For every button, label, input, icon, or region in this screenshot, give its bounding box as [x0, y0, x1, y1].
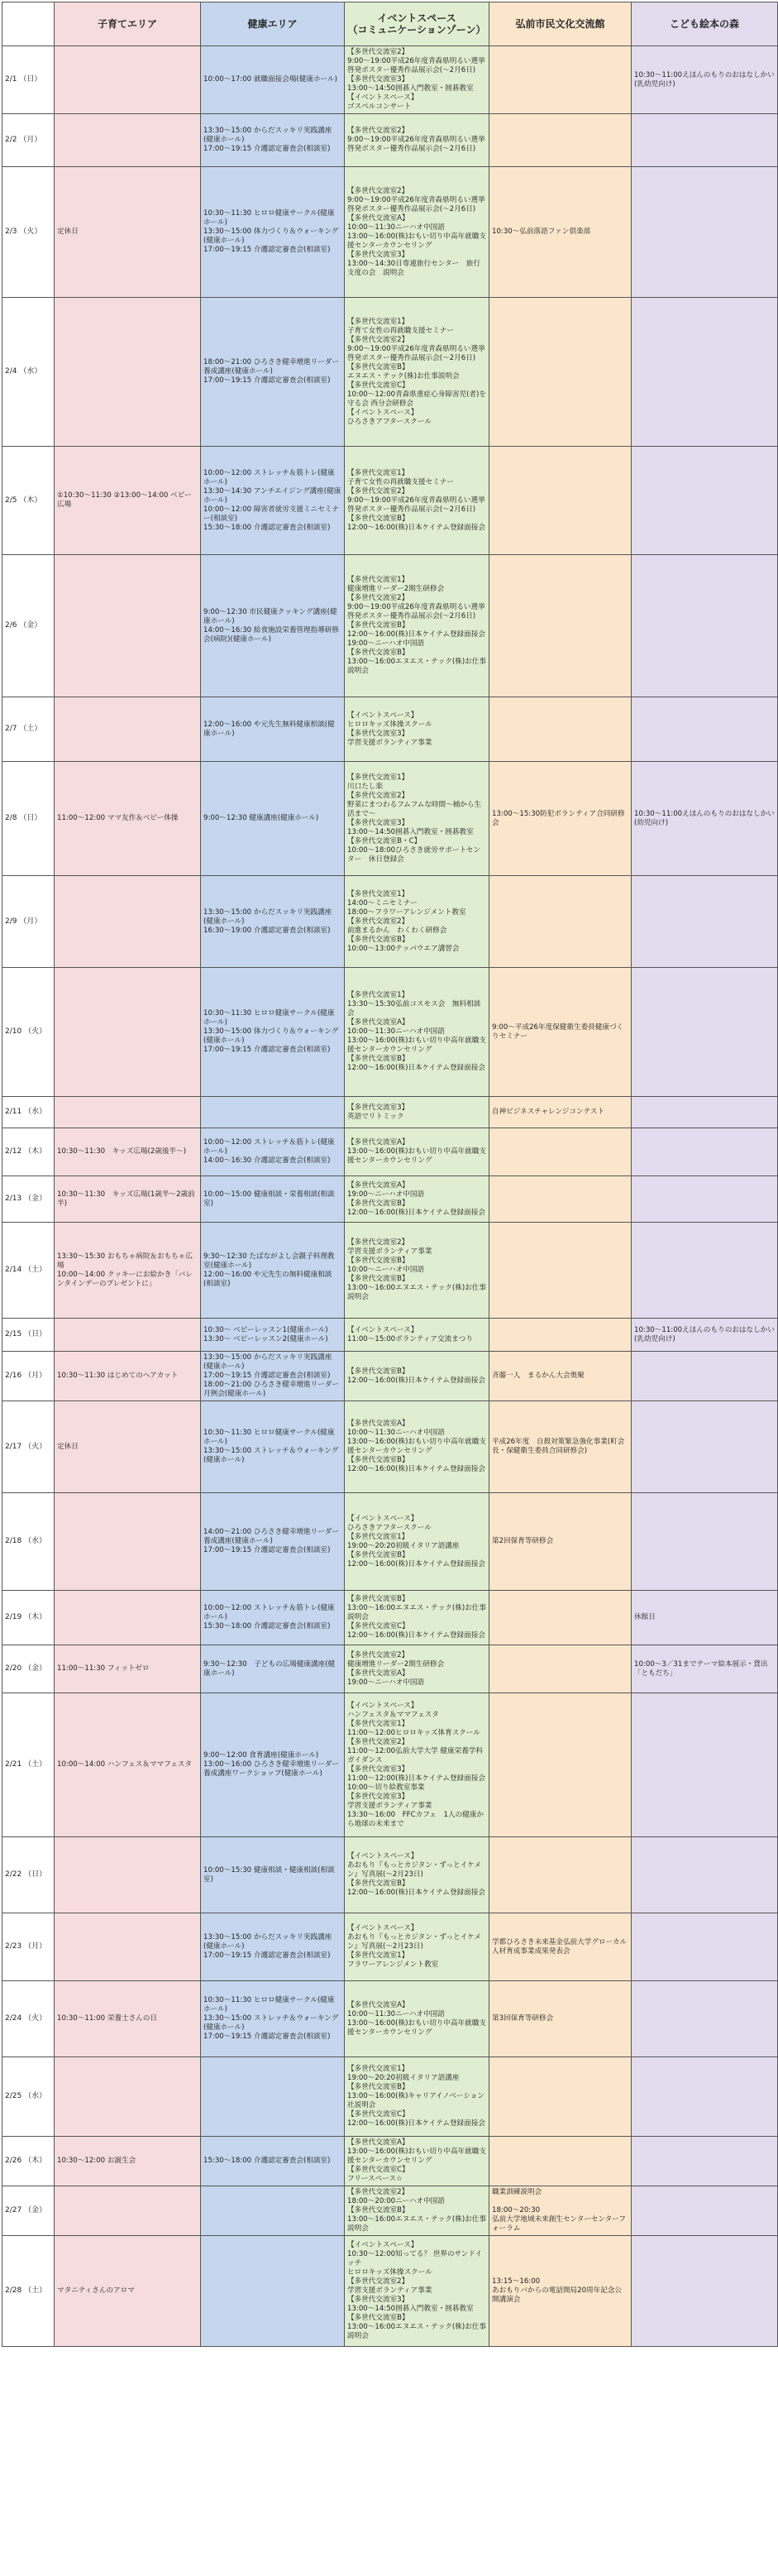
picture-book-cell: 10:00～3／31までテーマ絵本展示・貸出「ともだち」 [632, 1645, 778, 1693]
schedule-row [2, 555, 778, 697]
citizen-hall-cell [489, 1645, 632, 1693]
kenko-cell [201, 2057, 345, 2137]
schedule-row [2, 1981, 778, 2057]
date-cell: 2/23 （月） [2, 1913, 55, 1981]
kosodate-cell: 10:30～11:30 キッズ広場(2歳後半～) [55, 1128, 201, 1176]
date-cell: 2/9 （月） [2, 876, 55, 968]
header-event-space: イベントスペース （コミュニケーションゾーン） [345, 2, 489, 46]
citizen-hall-cell: 9:00～平成26年度保健衛生委員健康づくりセミナー [489, 968, 632, 1097]
kenko-cell: 10:30～11:30 ヒロロ健康サークル(健康ホール) 13:30～15:00 ストレッチ＆ウォーキング(健康ホール) [201, 1401, 345, 1493]
citizen-hall-cell [489, 1319, 632, 1352]
kenko-cell: 9:30～12:30 たばながよし会親子料理教室(健康ホール) 12:00～16:00 や元先生の無料健康相談(相談室) [201, 1223, 345, 1319]
picture-book-cell [632, 298, 778, 447]
event-space-cell: 【多世代交流室2】 9:00～19:00平成26年度青森県明るい選挙啓発ポスター優秀作品展示会(～2月6日) 【多世代交流室3】 13:00～14:50囲碁入門教室・囲碁教室 【イベントスペース】 ゴスペルコンサート [345, 46, 489, 114]
kosodate-cell: 13:30～15:30 おもちゃ病院＆おもちゃ広場 10:00～14:00 クッキーにお絵かき「バレンタインデーのプレゼントに」 [55, 1223, 201, 1319]
kenko-cell: 10:00～12:00 ストレッチ＆筋トレ(健康ホール) 14:00～16:30 介護認定審査会(相談室) [201, 1128, 345, 1176]
picture-book-cell: 10:30～11:00えほんのもりのおはなしかい(乳幼児向け) [632, 46, 778, 114]
kosodate-cell: 定休日 [55, 167, 201, 298]
kenko-cell: 9:00～12:30 市民健康クッキング講座(健康ホール) 14:00～16:30 給食施設栄養管理指導研修会(病院)(健康ホール) [201, 555, 345, 697]
kenko-cell: 12:00～16:00 や元先生無料健康相談(健康ホール) [201, 697, 345, 762]
picture-book-cell [632, 1223, 778, 1319]
citizen-hall-cell [489, 46, 632, 114]
header-picture-book-forest: こども絵本の森 [632, 2, 778, 46]
schedule-row [2, 1352, 778, 1401]
kosodate-cell [55, 1097, 201, 1128]
date-cell: 2/21 （土） [2, 1693, 55, 1837]
citizen-hall-cell [489, 555, 632, 697]
schedule-row [2, 2236, 778, 2347]
schedule-row [2, 114, 778, 167]
event-space-cell: 【多世代交流室A】 19:00～ニーハオ中国語 【多世代交流室B】 12:00～16:00(株)日本ケイテム登録面接会 [345, 1176, 489, 1223]
event-space-cell: 【多世代交流室A】 13:00～16:00(株)おもい切り中高年就職支援センターカウンセリング 【多世代交流室C】 フリースペース☆ [345, 2137, 489, 2186]
kenko-cell: 10:00～15:30 健康相談・健康相談(相談室) [201, 1837, 345, 1913]
date-cell: 2/14 （土） [2, 1223, 55, 1319]
citizen-hall-cell [489, 447, 632, 555]
schedule-row [2, 1128, 778, 1176]
picture-book-cell [632, 447, 778, 555]
event-space-cell: 【多世代交流室1】 子育て女性の再就職支援セミナー 【多世代交流室2】 9:00～19:00平成26年度青森県明るい選挙啓発ポスター優秀作品展示会(～2月6日) 【多世代交流室B】 12:00～16:00(株)日本ケイテム登録面接会 [345, 447, 489, 555]
citizen-hall-cell: 職業訓練説明会 18:00～20:30 弘前大学地域未来創生センターセンターフォーラム [489, 2186, 632, 2236]
date-cell: 2/3 （火） [2, 167, 55, 298]
date-cell: 2/27 （金） [2, 2186, 55, 2236]
citizen-hall-cell [489, 1223, 632, 1319]
citizen-hall-cell [489, 2057, 632, 2137]
kosodate-cell [55, 968, 201, 1097]
date-cell: 2/5 （木） [2, 447, 55, 555]
kenko-cell: 9:00～12:30 健康講座(健康ホール) [201, 762, 345, 876]
schedule-row [2, 2186, 778, 2236]
kenko-cell [201, 2236, 345, 2347]
kenko-cell: 13:30～15:00 からだスッキリ実践講座(健康ホール) 16:30～19:00 介護認定審査会(相談室) [201, 876, 345, 968]
schedule-row [2, 2137, 778, 2186]
kosodate-cell [55, 555, 201, 697]
kosodate-cell [55, 1319, 201, 1352]
picture-book-cell [632, 1493, 778, 1591]
schedule-row [2, 1493, 778, 1591]
date-cell: 2/1 （日） [2, 46, 55, 114]
schedule-row [2, 1913, 778, 1981]
citizen-hall-cell: 第2回保育等研修会 [489, 1493, 632, 1591]
event-space-cell: 【イベントスペース】 あおもり『もっとカジタン・ずっとイケメン』写真展(～2月23日) 【多世代交流室B】 12:00～16:00(株)日本ケイテム登録面接会 [345, 1837, 489, 1913]
kosodate-cell: 10:30～12:00 お誕生会 [55, 2137, 201, 2186]
kenko-cell: 10:30～11:30 ヒロロ健康サークル(健康ホール) 13:30～15:00 ストレッチ＆ウォーキング(健康ホール) 17:00～19:15 介護認定審査会(相談室) [201, 1981, 345, 2057]
kosodate-cell [55, 876, 201, 968]
kenko-cell: 9:30～12:30 子どもの広場健康講座(健康ホール) [201, 1645, 345, 1693]
schedule-row [2, 447, 778, 555]
kenko-cell: 10:30～11:30 ヒロロ健康サークル(健康ホール) 13:30～15:00 体力づくり＆ウォーキング(健康ホール) 17:00～19:15 介護認定審査会(相談室) [201, 167, 345, 298]
event-space-cell: 【イベントスペース】 11:00～15:00ボランティア交流まつり [345, 1319, 489, 1352]
kosodate-cell [55, 114, 201, 167]
citizen-hall-cell [489, 1128, 632, 1176]
date-cell: 2/24 （火） [2, 1981, 55, 2057]
event-space-cell: 【多世代交流室1】 川口たし楽 【多世代交流室2】 野菜にまつわるフムフムな時間～桶から生活まで～ 【多世代交流室3】 13:00～14:50囲碁入門教室・囲碁教室 【多世代交流室B・C】 10:00～18:00ひろさき就労サポートセンター 休日登録会 [345, 762, 489, 876]
event-space-cell: 【イベントスペース】 10:30～12:00知ってる？ 世界のサンドイッチ ヒロロキッズ体操スクール 【多世代交流室2】 学習支援ボランティア事業 【多世代交流室3】 13:00～14:50囲碁入門教室・囲碁教室 【多世代交流室B】 13:00～16:00エヌエス・テック(株)お仕事説明会 [345, 2236, 489, 2347]
picture-book-cell [632, 2236, 778, 2347]
event-space-cell: 【多世代交流室2】 9:00～19:00平成26年度青森県明るい選挙啓発ポスター優秀作品展示会(～2月6日) 【多世代交流室A】 10:00～11:30ニーハオ中国語 13:00～16:00(株)おもい切り中高年就職支援センターカウンセリング 【多世代交流室3】 13:00～14:30日専連旅行センター 旅行支度の会 説明会 [345, 167, 489, 298]
schedule-row [2, 1591, 778, 1645]
event-space-cell: 【イベントスペース】 ひろさきアフタースクール 【多世代交流室1】 19:00～20:20初級イタリア語講座 【多世代交流室B】 12:00～16:00(株)日本ケイテム登録面接会 [345, 1493, 489, 1591]
date-cell: 2/15 （日） [2, 1319, 55, 1352]
date-cell: 2/8 （日） [2, 762, 55, 876]
event-space-cell: 【多世代交流室B】 13:00～16:00エヌエス・テック(株)お仕事説明会 【多世代交流室C】 12:00～16:00(株)日本ケイテム登録面接会 [345, 1591, 489, 1645]
kosodate-cell [55, 298, 201, 447]
date-cell: 2/25 （水） [2, 2057, 55, 2137]
event-schedule-table [2, 2, 778, 2347]
citizen-hall-cell: 10:30～弘前落語ファン倶楽部 [489, 167, 632, 298]
event-space-cell: 【多世代交流室A】 13:00～16:00(株)おもい切り中高年就職支援センターカウンセリング [345, 1128, 489, 1176]
date-cell: 2/10 （火） [2, 968, 55, 1097]
picture-book-cell: 10:30～11:00えほんのもりのおはなしかい(乳幼児向け) [632, 1319, 778, 1352]
kenko-cell: 10:00～12:00 ストレッチ＆筋トレ(健康ホール) 15:30～18:00 介護認定審査会(相談室) [201, 1591, 345, 1645]
event-space-cell: 【多世代交流室2】 学習支援ボランティア事業 【多世代交流室B】 10:00～ニーハオ中国語 【多世代交流室B】 13:00～16:00エヌエス・テック(株)お仕事説明会 [345, 1223, 489, 1319]
kosodate-cell: 10:30～11:30 はじめてのヘアカット [55, 1352, 201, 1401]
header-citizen-culture-hall: 弘前市民文化交流館 [489, 2, 632, 46]
kosodate-cell [55, 1913, 201, 1981]
kenko-cell: 18:00～21:00 ひろさき健幸増進リーダー養成講座(健康ホール) 17:00～19:15 介護認定審査会(相談室) [201, 298, 345, 447]
kosodate-cell [55, 1837, 201, 1913]
event-space-cell: 【イベントスペース】 ハンフェスタ＆ママフェスタ 【多世代交流室1】 11:00～12:00ヒロロキッズ体育スクール 【多世代交流室2】 11:00～12:00弘前大学大学 健康栄養学科ガイダンス 【多世代交流室3】 11:00～12:00(株)日本ケイテム登録面接会 10:00～切り絵教室事業 【多世代交流室3】 学習支援ボランティア事業 13:30～16:00 FFCカフェ 1人の健康から地球の未来まで [345, 1693, 489, 1837]
schedule-row [2, 1645, 778, 1693]
event-space-cell: 【多世代交流室2】 18:00～20:00ニーハオ中国語 【多世代交流室B】 13:00～16:00エヌエス・テック(株)お仕事説明会 [345, 2186, 489, 2236]
citizen-hall-cell: 第3回保育等研修会 [489, 1981, 632, 2057]
event-space-cell: 【多世代交流室1】 子育て女性の再就職支援セミナー 【多世代交流室2】 9:00～19:00平成26年度青森県明るい選挙啓発ポスター優秀作品展示会(～2月6日) 【多世代交流室B】 エヌエス・テック(株)お仕事説明会 【多世代交流室C】 10:00～12:00青森県重症心身障害児(者)を守る会 西分会研修会 【イベントスペース】 ひろさきアフタースクール [345, 298, 489, 447]
date-cell: 2/17 （火） [2, 1401, 55, 1493]
citizen-hall-cell: 学都ひろさき未来基金弘前大学グローカル人材育成事業成果発表会 [489, 1913, 632, 1981]
picture-book-cell [632, 1176, 778, 1223]
picture-book-cell [632, 968, 778, 1097]
kosodate-cell: 定休日 [55, 1401, 201, 1493]
citizen-hall-cell [489, 2137, 632, 2186]
picture-book-cell: 10:30～11:00えほんのもりのおはなしかい(幼児向け) [632, 762, 778, 876]
schedule-row [2, 697, 778, 762]
citizen-hall-cell [489, 114, 632, 167]
schedule-row [2, 1097, 778, 1128]
kenko-cell: 9:00～12:00 食育講座(健康ホール) 13:00～16:00 ひろさき健幸増進リーダー養成講座ワークショップ(健康ホール) [201, 1693, 345, 1837]
picture-book-cell [632, 167, 778, 298]
kosodate-cell: 10:00～14:00 ハンフェス＆ママフェスタ [55, 1693, 201, 1837]
kosodate-cell: 10:30～11:00 栄養士さんの日 [55, 1981, 201, 2057]
header-date [2, 2, 55, 46]
date-cell: 2/6 （金） [2, 555, 55, 697]
kosodate-cell [55, 1591, 201, 1645]
kosodate-cell [55, 1493, 201, 1591]
date-cell: 2/7 （土） [2, 697, 55, 762]
kosodate-cell: 10:30～11:30 キッズ広場(1歳半～2歳前半) [55, 1176, 201, 1223]
citizen-hall-cell [489, 1176, 632, 1223]
event-space-cell: 【多世代交流室1】 19:00～20:20初級イタリア語講座 【多世代交流室B】 13:00～16:00(株)キャリアイノベーション社説明会 【多世代交流室C】 12:00～16:00(株)日本ケイテム登録面接会 [345, 2057, 489, 2137]
picture-book-cell [632, 2186, 778, 2236]
kenko-cell: 10:00～17:00 就職面接会場(健康ホール) [201, 46, 345, 114]
citizen-hall-cell: 平成26年度 自殺対策緊急強化事業(町会長・保健衛生委員合同研修会) [489, 1401, 632, 1493]
date-cell: 2/28 （土） [2, 2236, 55, 2347]
schedule-row [2, 1837, 778, 1913]
picture-book-cell [632, 1837, 778, 1913]
picture-book-cell [632, 1352, 778, 1401]
schedule-row [2, 2057, 778, 2137]
date-cell: 2/16 （月） [2, 1352, 55, 1401]
picture-book-cell [632, 1693, 778, 1837]
schedule-row [2, 968, 778, 1097]
kenko-cell: 10:30～11:30 ヒロロ健康サークル(健康ホール) 13:30～15:00 体力づくり＆ウォーキング(健康ホール) 17:00～19:15 介護認定審査会(相談室) [201, 968, 345, 1097]
kenko-cell: 10:30～ ベビーレッスン1(健康ホール) 13:30～ ベビーレッスン2(健康ホール) [201, 1319, 345, 1352]
kosodate-cell: マタニティさんのアロマ [55, 2236, 201, 2347]
event-space-cell: 【多世代交流室2】 健康増進リーダー2期生研修会 【多世代交流室A】 19:00～ニーハオ中国語 [345, 1645, 489, 1693]
citizen-hall-cell [489, 876, 632, 968]
event-space-cell: 【多世代交流室1】 健康増進リーダー2期生研修会 【多世代交流室2】 9:00～19:00平成26年度青森県明るい選挙啓発ポスター優秀作品展示会(～2月6日) 【多世代交流室B】 12:00～16:00(株)日本ケイテム登録面接会 19:00～ニーハオ中国語 【多世代交流室B】 13:00～16:00エヌエス・テック(株)お仕事説明会 [345, 555, 489, 697]
schedule-row [2, 876, 778, 968]
citizen-hall-cell: 13:15～16:00 あおもりバからの電話開局20周年記念公開講演会 [489, 2236, 632, 2347]
kosodate-cell [55, 2057, 201, 2137]
picture-book-cell [632, 1097, 778, 1128]
kenko-cell: 10:00～12:00 ストレッチ＆筋トレ(健康ホール) 13:30～14:30 アンチエイジング講座(健康ホール) 10:00～12:00 障害者就労支援ミニセミナー(相談室) 15:30～18:00 介護認定審査会(相談室) [201, 447, 345, 555]
picture-book-cell: 休館日 [632, 1591, 778, 1645]
date-cell: 2/4 （水） [2, 298, 55, 447]
header-kosodate-area: 子育てエリア [55, 2, 201, 46]
date-cell: 2/20 （金） [2, 1645, 55, 1693]
kosodate-cell [55, 697, 201, 762]
date-cell: 2/19 （木） [2, 1591, 55, 1645]
event-space-cell: 【多世代交流室2】 9:00～19:00平成26年度青森県明るい選挙啓発ポスター優秀作品展示会(～2月6日) [345, 114, 489, 167]
schedule-row [2, 167, 778, 298]
schedule-body [2, 46, 778, 2347]
schedule-row [2, 1693, 778, 1837]
picture-book-cell [632, 114, 778, 167]
picture-book-cell [632, 2137, 778, 2186]
date-cell: 2/26 （木） [2, 2137, 55, 2186]
schedule-row [2, 1319, 778, 1352]
kenko-cell: 10:00～15:00 健康相談・栄養相談(相談室) [201, 1176, 345, 1223]
picture-book-cell [632, 1128, 778, 1176]
event-space-cell: 【多世代交流室B】 12:00～16:00(株)日本ケイテム登録面接会 [345, 1352, 489, 1401]
date-cell: 2/11 （水） [2, 1097, 55, 1128]
picture-book-cell [632, 876, 778, 968]
citizen-hall-cell [489, 1693, 632, 1837]
date-cell: 2/2 （月） [2, 114, 55, 167]
kenko-cell: 13:30～15:00 からだスッキリ実践講座(健康ホール) 17:00～19:15 介護認定審査会(相談室) [201, 114, 345, 167]
date-cell: 2/18 （水） [2, 1493, 55, 1591]
event-space-cell: 【イベントスペース】 ヒロロキッズ体操スクール 【多世代交流室3】 学習支援ボランティア事業 [345, 697, 489, 762]
date-cell: 2/13 （金） [2, 1176, 55, 1223]
event-space-cell: 【多世代交流室3】 英語でリトミック [345, 1097, 489, 1128]
citizen-hall-cell [489, 1591, 632, 1645]
kenko-cell: 14:00～21:00 ひろさき健幸増進リーダー養成講座(健康ホール) 17:00～19:15 介護認定審査会(相談室) [201, 1493, 345, 1591]
citizen-hall-cell [489, 1837, 632, 1913]
header-kenko-area: 健康エリア [201, 2, 345, 46]
picture-book-cell [632, 1913, 778, 1981]
kosodate-cell [55, 2186, 201, 2236]
citizen-hall-cell: 自神ビジネスチャレンジコンテスト [489, 1097, 632, 1128]
kosodate-cell: 11:00～12:00 ママ友作＆ベビー体操 [55, 762, 201, 876]
kenko-cell: 13:30～15:00 からだスッキリ実践講座(健康ホール) 17:00～19:15 介護認定審査会(相談室) 18:00～21:00 ひろさき健幸増進リーダー月例会(健康ホール) [201, 1352, 345, 1401]
schedule-row [2, 762, 778, 876]
picture-book-cell [632, 1401, 778, 1493]
picture-book-cell [632, 697, 778, 762]
citizen-hall-cell: 斉藤一人 まるかん大会奥聚 [489, 1352, 632, 1401]
citizen-hall-cell [489, 298, 632, 447]
date-cell: 2/12 （木） [2, 1128, 55, 1176]
schedule-row [2, 298, 778, 447]
kosodate-cell: ①10:30～11:30 ②13:00～14:00 ベビー広場 [55, 447, 201, 555]
event-space-cell: 【イベントスペース】 あおもり『もっとカジタン・ずっとイケメン』写真展(～2月23日) 【多世代交流室1】 フラワーアレンジメント教室 [345, 1913, 489, 1981]
kosodate-cell: 11:00～11:30 フィットゼロ [55, 1645, 201, 1693]
date-cell: 2/22 （日） [2, 1837, 55, 1913]
schedule-row [2, 1223, 778, 1319]
schedule-row [2, 1401, 778, 1493]
event-space-cell: 【多世代交流室A】 10:00～11:30ニーハオ中国語 13:00～16:00(株)おもい切り中高年就職支援センターカウンセリング 【多世代交流室B】 12:00～16:00(株)日本ケイテム登録面接会 [345, 1401, 489, 1493]
schedule-row [2, 1176, 778, 1223]
kenko-cell: 15:30～18:00 介護認定審査会(相談室) [201, 2137, 345, 2186]
kenko-cell [201, 2186, 345, 2236]
kenko-cell: 13:30～15:00 からだスッキリ実践講座(健康ホール) 17:00～19:15 介護認定審査会(相談室) [201, 1913, 345, 1981]
event-space-cell: 【多世代交流室A】 10:00～11:30ニーハオ中国語 13:00～16:00(株)おもい切り中高年就職支援センターカウンセリング [345, 1981, 489, 2057]
picture-book-cell [632, 1981, 778, 2057]
header-row [2, 2, 778, 46]
event-space-cell: 【多世代交流室1】 14:00～ミニセミナー 18:00～フラワーアレンジメント教室 【多世代交流室2】 前進まるかん わくわく研修会 【多世代交流室B】 10:00～13:00テッパウエア講習会 [345, 876, 489, 968]
kosodate-cell [55, 46, 201, 114]
kenko-cell [201, 1097, 345, 1128]
schedule-row [2, 46, 778, 114]
picture-book-cell [632, 555, 778, 697]
event-space-cell: 【多世代交流室1】 13:30～15:30弘前コスモス会 無料相談会 【多世代交流室A】 10:00～11:30ニーハオ中国語 13:00～16:00(株)おもい切り中高年就職支援センターカウンセリング 【多世代交流室B】 12:00～16:00(株)日本ケイテム登録面接会 [345, 968, 489, 1097]
citizen-hall-cell [489, 697, 632, 762]
picture-book-cell [632, 2057, 778, 2137]
citizen-hall-cell: 13:00～15:30防犯ボランティア合同研修会 [489, 762, 632, 876]
